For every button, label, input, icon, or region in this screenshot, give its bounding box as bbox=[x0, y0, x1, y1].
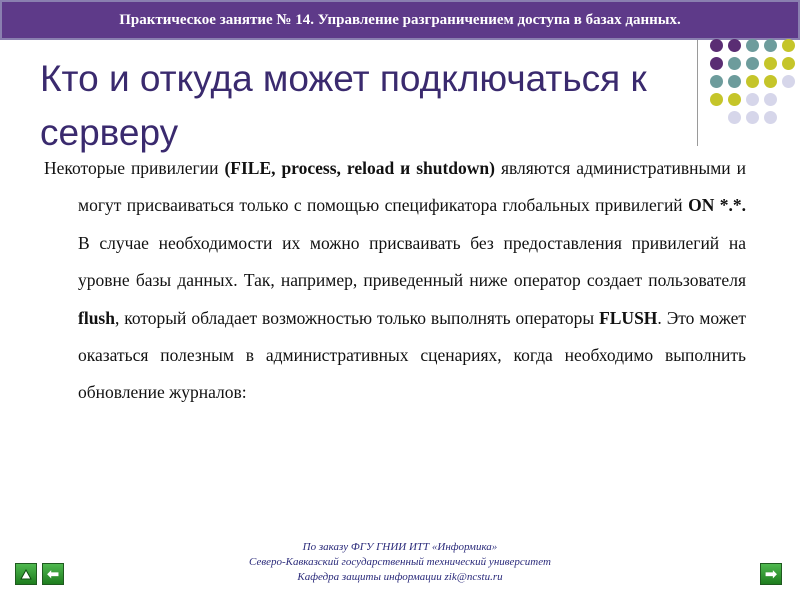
header-bar bbox=[0, 0, 800, 40]
right-arrow-icon: ➡ bbox=[764, 565, 778, 583]
decor-dot bbox=[764, 57, 777, 70]
decor-dot bbox=[764, 39, 777, 52]
user-name: flush bbox=[78, 307, 115, 328]
decor-dot bbox=[728, 75, 741, 88]
next-button[interactable] bbox=[760, 563, 782, 585]
decor-dot bbox=[710, 57, 723, 70]
decor-dot bbox=[728, 111, 741, 124]
text-run: В случае необходимости их можно присваивать без предоставления привилегий на уровне базы данных. Так, например, приведенный ниже оператор создает пользователя bbox=[78, 232, 746, 291]
decor-dot bbox=[782, 39, 795, 52]
header-title: Практическое занятие № 14. Управление разграничением доступа в базах данных. bbox=[119, 11, 681, 28]
home-icon bbox=[19, 567, 33, 581]
decor-dot bbox=[764, 111, 777, 124]
decor-dot bbox=[782, 57, 795, 70]
body-paragraph bbox=[44, 150, 746, 412]
footer-line: По заказу ФГУ ГНИИ ИТТ «Информика» bbox=[302, 541, 498, 553]
global-spec: ON *.*. bbox=[688, 195, 747, 216]
decor-dot bbox=[710, 75, 723, 88]
decor-dot bbox=[782, 75, 795, 88]
decor-dot bbox=[746, 57, 759, 70]
decor-dot bbox=[746, 93, 759, 106]
text-run: . Это может оказаться полезным в административных сценариях, когда необходимо выполнить обновление журналов: bbox=[78, 307, 746, 403]
decor-dot bbox=[764, 93, 777, 106]
home-button[interactable] bbox=[15, 563, 37, 585]
decor-dot bbox=[728, 57, 741, 70]
footer-line: Кафедра защиты информации zik@ncstu.ru bbox=[297, 571, 503, 583]
footer bbox=[0, 540, 800, 585]
flush-keyword: FLUSH bbox=[599, 307, 658, 328]
decor-dot bbox=[710, 93, 723, 106]
decor-dot bbox=[764, 75, 777, 88]
privileges-list: (FILE, process, reload и shutdown) bbox=[224, 158, 495, 178]
footer-line: Северо-Кавказский государственный технический университет bbox=[249, 556, 551, 568]
title-divider bbox=[697, 40, 698, 146]
decor-dot bbox=[728, 93, 741, 106]
text-run: являются административными и могут присваиваться только с помощью спецификатора глобальных привилегий bbox=[78, 158, 746, 216]
left-arrow-icon: ⬅ bbox=[46, 565, 60, 583]
text-run: , который обладает возможностью только выполнять операторы bbox=[114, 307, 600, 328]
text-run: Некоторые привилегии bbox=[44, 158, 225, 178]
decor-dot bbox=[746, 75, 759, 88]
paragraph-text bbox=[44, 150, 746, 412]
decor-dot bbox=[746, 111, 759, 124]
slide-title: Кто и откуда может подключаться к серверу bbox=[40, 58, 647, 153]
back-button[interactable] bbox=[42, 563, 64, 585]
decor-dot bbox=[710, 39, 723, 52]
decor-dot bbox=[746, 39, 759, 52]
decor-dot bbox=[728, 39, 741, 52]
